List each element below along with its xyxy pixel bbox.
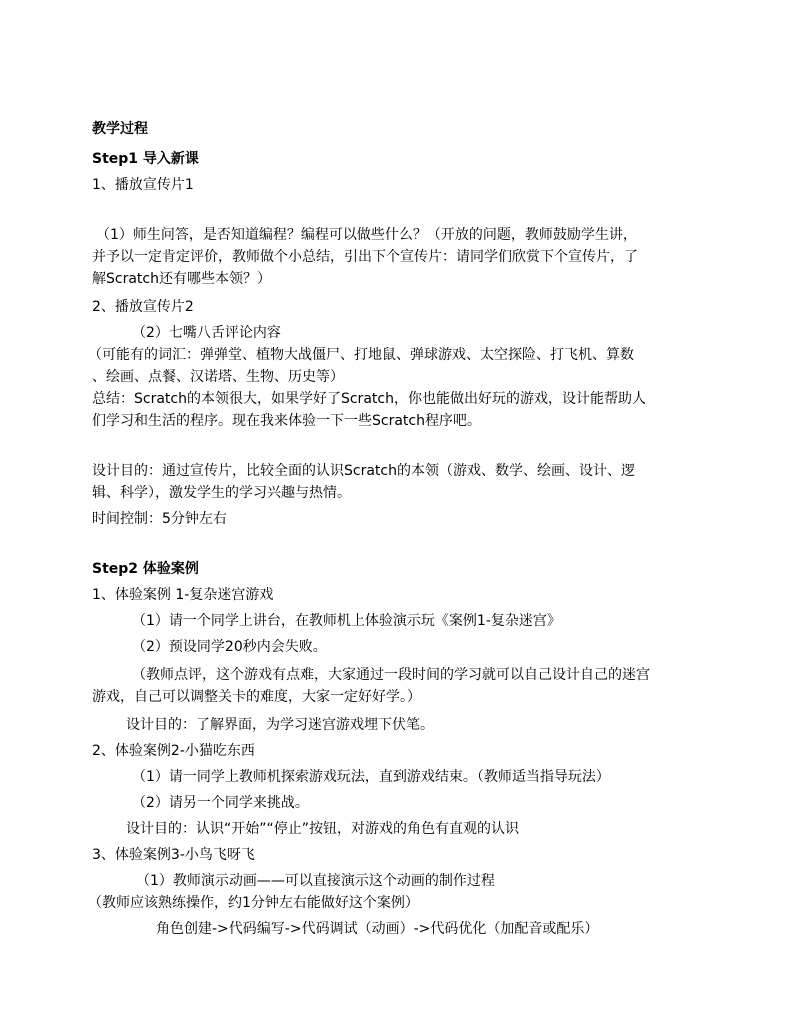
step2-case3-a: （1）教师演示动画——可以直接演示这个动画的制作过程 — [136, 873, 495, 889]
step2-case2-b: （2）请另一个同学来挑战。 — [132, 795, 309, 811]
step2-case1-a: （1）请一个同学上讲台，在教师机上体验演示玩《案例1-复杂迷宫》 — [132, 613, 561, 629]
step1-item2: 2、播放宣传片2 — [92, 299, 194, 315]
step1-p2-line2: （可能有的词汇：弹弹堂、植物大战僵尸、打地鼠、弹球游戏、太空探险、打飞机、算数 — [88, 347, 634, 363]
step2-case1-c2: 游戏，自己可以调整关卡的难度，大家一定好好学。） — [92, 689, 421, 705]
step2-case1-b: （2）预设同学20秒内会失败。 — [132, 639, 327, 655]
step2-case3: 3、体验案例3-小鸟飞呀飞 — [92, 847, 255, 863]
step1-heading: Step1 导入新课 — [92, 151, 199, 167]
step2-case1: 1、体验案例 1-复杂迷宫游戏 — [92, 587, 274, 603]
step2-case1-purpose: 设计目的：了解界面，为学习迷宫游戏埋下伏笔。 — [126, 717, 434, 733]
step2-heading: Step2 体验案例 — [92, 561, 199, 577]
step2-case2-purpose: 设计目的：认识“开始”“停止”按钮，对游戏的角色有直观的认识 — [126, 821, 520, 837]
step1-p1-line1: （1）师生问答，是否知道编程？编程可以做些什么？（开放的问题，教师鼓励学生讲， — [96, 227, 637, 243]
step1-purpose-line1: 设计目的：通过宣传片，比较全面的认识Scratch的本领（游戏、数学、绘画、设计、逻 — [92, 463, 635, 479]
step2-case2-a: （1）请一同学上教师机探索游戏玩法，直到游戏结束。（教师适当指导玩法） — [132, 769, 610, 785]
document-page — [88, 118, 712, 940]
step2-case3-b: （教师应该熟练操作，约1分钟左右能做好这个案例） — [88, 895, 419, 911]
step2-case1-c1: （教师点评，这个游戏有点难，大家通过一段时间的学习就可以自己设计自己的迷宫 — [132, 667, 650, 683]
step1-purpose-line2: 辑、科学），激发学生的学习兴趣与热情。 — [92, 485, 351, 501]
step2-case3-flow: 角色创建->代码编写->代码调试（动画）->代码优化（加配音或配乐） — [156, 921, 599, 937]
step1-item1: 1、播放宣传片1 — [92, 177, 194, 193]
step1-p1-line2: 并予以一定肯定评价，教师做个小总结，引出下个宣传片：请同学们欣赏下个宣传片，了 — [92, 249, 638, 265]
step1-summary-line2: 们学习和生活的程序。现在我来体验一下一些Scratch程序吧。 — [92, 413, 481, 429]
step1-p1-line3: 解Scratch还有哪些本领？） — [92, 271, 271, 287]
step1-p2-line3: 、绘画、点餐、汉诺塔、生物、历史等） — [92, 369, 344, 385]
step1-summary-line1: 总结：Scratch的本领很大，如果学好了Scratch，你也能做出好玩的游戏，设计能帮助人 — [92, 391, 646, 407]
step1-time: 时间控制：5分钟左右 — [92, 511, 227, 527]
step2-case2: 2、体验案例2-小猫吃东西 — [92, 743, 255, 759]
section-title: 教学过程 — [92, 121, 148, 137]
step1-p2-line1: （2）七嘴八舌评论内容 — [132, 325, 281, 341]
